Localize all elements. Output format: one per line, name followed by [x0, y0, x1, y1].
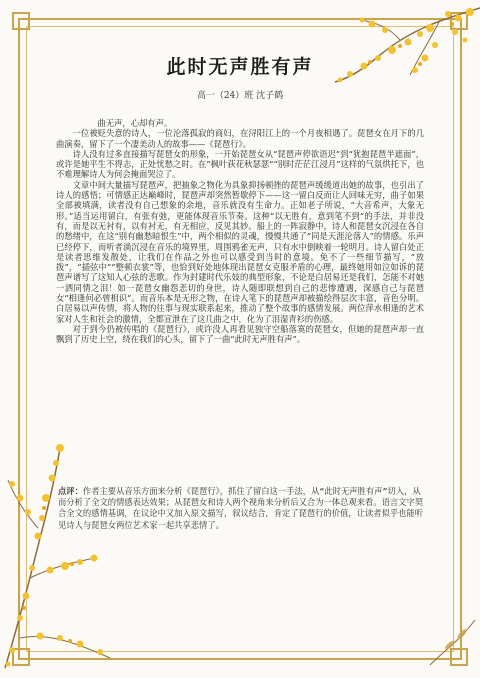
paragraph-opening: 曲无声，心却有声。: [97, 118, 173, 128]
page-title: 此时无声胜有声: [166, 56, 314, 78]
comment-label: 点评：: [58, 486, 83, 496]
flower-branch-bottom-left-icon: [0, 418, 150, 678]
corner-ornament-top-left: [12, 12, 30, 30]
paragraph: 诗人没有过多直接描写琵琶女的形象，一开始琵琶女从“琵琶声停欲语迟”到“犹抱琵琶半遮面”，或许是她平生不得志，正处忧愁之时。在“枫叶荻花秋瑟瑟”“别时茫茫江浸月”这样的气氛烘托下，也不难理解诗人为何会掩面哭泣了。: [56, 148, 424, 180]
comment-text: 作者主要从音乐方面来分析《琵琶行》，抓住了留白这一手法，从“此时无声胜有声”切入，从而分析了全文的情感表达效果；从琵琶女和诗人两个视角来分析后又合为一体总观来看。语言文字契合全文的感情基调，在议论中又加入原文描写，叙议结合，肯定了琵琶行的价值，让读者似乎也能听见诗人与琵琶女两位艺术家一起共享悲情了。: [58, 486, 424, 530]
teacher-comment: [58, 486, 426, 531]
essay-body: [56, 118, 424, 345]
author-line: 高一（24）班 沈子鹤: [196, 91, 284, 101]
paragraph: 一位被贬失意的诗人，一位沦落孤寂的商妇，在浔阳江上的一个月夜相遇了。琵琶女在月下的几曲演奏，留下了一个凄美动人的故事——《琵琶行》。: [56, 128, 424, 149]
leaf-sprig-bottom-right-icon: [420, 610, 480, 670]
paragraph: 文章中间大量描写琵琶声，把抽象之物化为具象抑扬顿挫的琵琶声缓缓道出她的故事，也引出了诗人的感悟；可情感正达巅峰时，琵琶声却突然暂歇停下——这一留白反而让人回味无穷，曲子如果全部被填满，读者没有自己想象的余地，音乐就没有生命力。正如老子所说，“大音希声，大象无形。”适当运用留白，有张有弛，更能体现音乐节奏。这种“以无胜有，意到笔不到”的手法，并非没有，而是以无衬有，以有衬无，有无相应，反见其妙。船上的一阵寂静中，诗人和琵琶女沉浸在各自的愁绪中，在这“别有幽愁暗恨生”中，两个相似的灵魂，慢慢共通了“同是天涯沦落人”的情感。乐声已经停下，而听者淌沉浸在音乐的境界里，周围鸦雀无声，只有水中倒映着一轮明月。诗人留白处正是读者思维发散处，让我们在作品之外也可以感受到当时的意境。免不了一些细节描写，“放拨”，“插弦中”“整顿衣裳”等，也恰到好处地体现出琵琶女克服矛盾的心理，最终她用如泣如诉的琵琶声谱写了这知人心弦的悲歌。作为封建时代乐妓的典型形象，不论是白居易还是我们，怎能不对她一洒同情之泪！如一琵琶女幽怨悲切的身世，诗人随即联想到自己的悲惨遭遇，深感自己与琵琶女“相逢何必曾相识”。而音乐本是无形之物，在诗人笔下的琵琶声却被描绘得层次丰富，音色分明。白居易以声传情，将人物的往事与现实联系起来，推动了整个故事的感情发展。两位萍水相逢的艺术家对人生和社会的激情，全都宣泄在了这几曲之中，化为了泪湿青衫的伤感。: [56, 179, 424, 324]
paragraph: 对于到今仍被传唱的《琵琶行》，或许没人再看见独守空船落寞的琵琶女，但她的琵琶声却一直飘到了历史上空，绕在我们的心头，留下了一曲“此时无声胜有声”。: [56, 323, 424, 345]
